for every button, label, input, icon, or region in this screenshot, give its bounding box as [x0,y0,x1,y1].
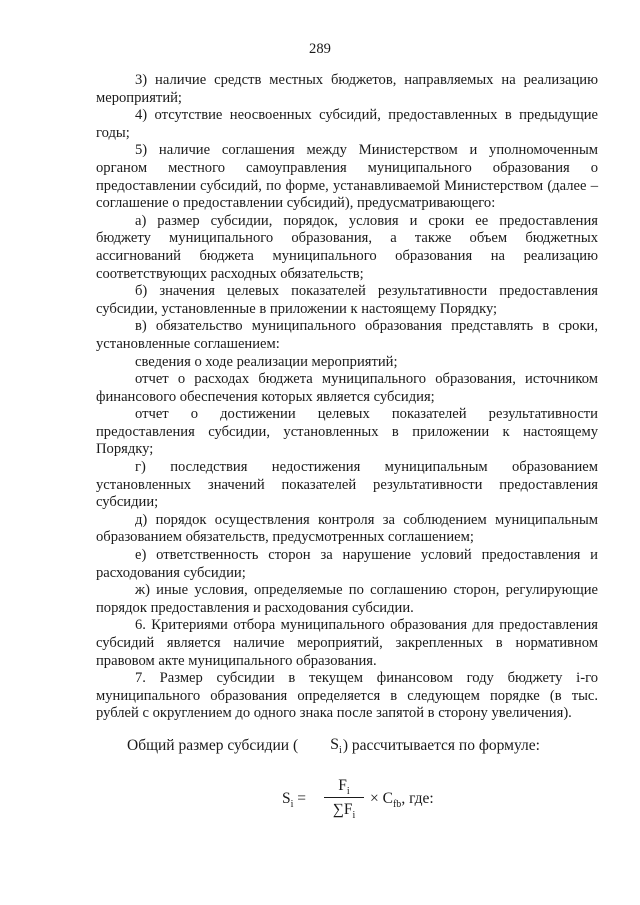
formula-intro-before: Общий размер субсидии ( [127,736,299,754]
paragraph-subitem-d: д) порядок осуществления контроля за соблюдением муниципальным образованием обязательств, предусмотренных соглашением; [96,511,598,546]
formula-denominator-symbol: ∑F [332,801,353,818]
formula-numerator [324,776,364,796]
formula-fraction [324,776,364,820]
paragraph-subitem-g: г) последствия недостижения муниципальным образованием установленных значений показателей результативности предоставления субсидии; [96,459,598,511]
formula-intro-after: ) рассчитывается по формуле: [342,736,540,754]
formula-denominator-index: i [352,810,356,821]
document-body [96,72,598,757]
paragraph-item-4: 4) отсутствие неосвоенных субсидий, предоставленных в предыдущие годы; [96,107,598,141]
formula-intro [96,737,598,757]
fraction-bar [324,797,364,798]
subsidy-symbol-index: i [339,744,342,756]
formula-numerator-index: i [346,786,350,797]
paragraph-subitem-b: б) значения целевых показателей результативности предоставления субсидии, установленные в приложении к настоящему Порядку; [96,283,598,317]
formula-numerator-symbol: F [338,777,347,794]
paragraph-subitem-zh: ж) иные условия, определяемые по соглашению сторон, регулирующие порядок предоставления и расходования субсидии. [96,582,598,616]
formula-factor-index: fb [392,799,402,810]
paragraph-subitem-v: в) обязательство муниципального образования представлять в сроки, установленные соглашением: [96,318,598,352]
formula-denominator [324,800,364,820]
formula-equals: = [297,790,307,807]
paragraph-subitem-a: а) размер субсидии, порядок, условия и сроки ее предоставления бюджету муниципального образования, а также объем бюджетных ассигнований бюджета муниципального образования на реализацию соответствующих расходных обязательств; [96,212,598,282]
formula-rhs [370,790,434,810]
subsidy-symbol [298,736,343,756]
paragraph-item-7: 7. Размер субсидии в текущем финансовом году бюджету i-го муниципального образования определяется в следующем порядке (в тыс. рублей с округлением до одного знака после запятой в сторону увеличения). [96,670,598,722]
paragraph-item-5: 5) наличие соглашения между Министерством и уполномоченным органом местного самоуправления муниципального образования о предоставлении субсидий, по форме, устанавливаемой Министерством (далее – соглашение о предоставлении субсидий), предусматривающего: [96,142,598,212]
paragraph-report-indicators: отчет о достижении целевых показателей результативности предоставления субсидии, установленных в приложении к настоящему Порядку; [96,406,598,458]
paragraph-report-progress: сведения о ходе реализации мероприятий; [135,353,398,370]
formula-lhs-index: i [290,799,294,810]
formula-tail: , где: [401,790,434,807]
page-number: 289 [309,41,331,57]
paragraph-item-3: 3) наличие средств местных бюджетов, направляемых на реализацию мероприятий; [96,72,598,106]
paragraph-item-6: 6. Критериями отбора муниципального образования для предоставления субсидий является наличие мероприятий, закрепленных в нормативном правовом акте муниципального образования. [96,617,598,669]
formula-lhs [282,790,306,810]
formula-factor-symbol: C [382,790,393,807]
formula-times: × [370,790,379,807]
subsidy-symbol-letter: S [330,735,340,753]
paragraph-report-expenses: отчет о расходах бюджета муниципального образования, источником финансового обеспечения которых является субсидия; [96,371,598,405]
paragraph-subitem-e: е) ответственность сторон за нарушение условий предоставления и расходования субсидии; [96,547,598,581]
formula-lhs-symbol: S [282,790,291,807]
